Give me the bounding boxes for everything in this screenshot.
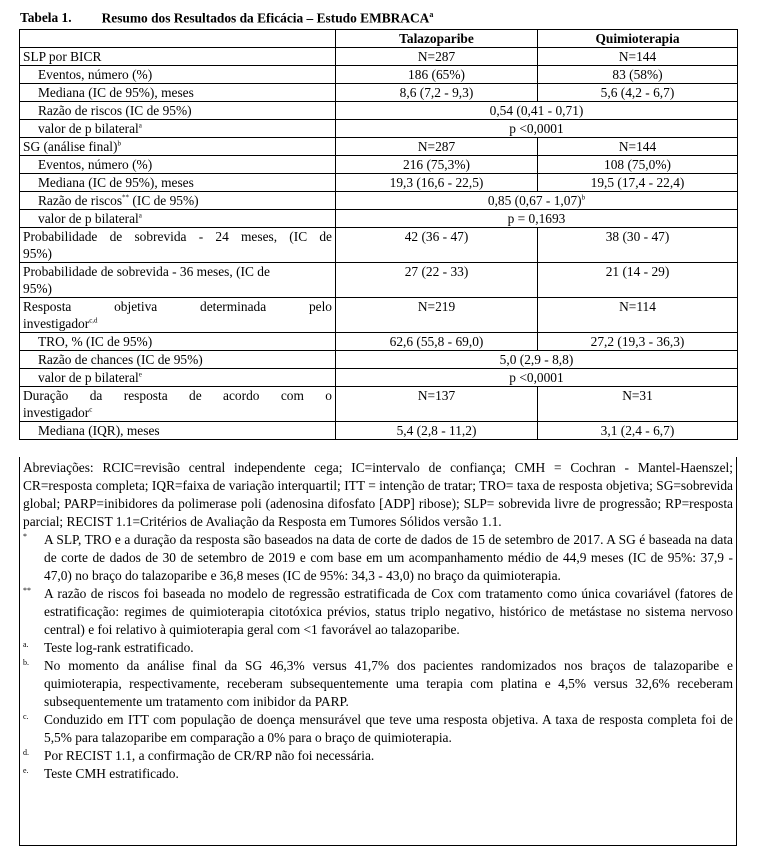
efficacy-table: [19, 29, 738, 440]
table-row-response: [20, 298, 738, 333]
cell-combined: [336, 102, 738, 120]
table-row: [20, 351, 738, 369]
row-label: [20, 138, 336, 156]
cell-quimioterapia: 3,1 (2,4 - 6,7): [538, 422, 738, 440]
row-label: [20, 192, 336, 210]
row-label-text: Mediana (IC de 95%), meses: [38, 85, 194, 100]
cell-quimioterapia: N=114: [538, 298, 738, 333]
footnote-mark: b.: [23, 658, 29, 667]
footnote-mark: a.: [23, 640, 29, 649]
row-label-tail: (IC de 95%): [129, 193, 199, 208]
cell-quimioterapia: 21 (14 - 29): [538, 263, 738, 298]
table-row: [20, 66, 738, 84]
table-row: [20, 192, 738, 210]
cell-talazoparibe: 186 (65%): [336, 66, 538, 84]
abbreviations-note: Abreviações: RCIC=revisão central independente cega; IC=intervalo de confiança; CMH = Cochran - Mantel-Haenszel; CR=resposta completa; IQR=faixa de variação interquartil; ITT = intenção de tratar; TRO= taxa de resposta objetiva; SG=sobrevida global; PARP=inibidores da polimerase poli (adenosina difosfato [ADP] ribose); SLP= sobrevida livre de progressão; RP=resposta parcial; RECIST 1.1=Critérios de Avaliação da Resposta em Tumores Sólidos versão 1.1.: [23, 460, 733, 529]
row-label-line1: Resposta objetiva determinada pelo: [23, 299, 332, 314]
cell-combined: [336, 351, 738, 369]
header-talazoparibe: Talazoparibe: [336, 30, 538, 48]
cell-combined: [336, 120, 738, 138]
footnote-mark: **: [23, 586, 31, 595]
row-label: [20, 102, 336, 120]
cell-talazoparibe: N=219: [336, 298, 538, 333]
row-label: [20, 156, 336, 174]
row-label: [20, 66, 336, 84]
table-row: [20, 102, 738, 120]
footnote-mark: c.: [23, 712, 29, 721]
cell-quimioterapia: N=144: [538, 48, 738, 66]
footnote-mark: e.: [23, 766, 29, 775]
row-label-sup: e: [138, 370, 142, 379]
cell-talazoparibe: 5,4 (2,8 - 11,2): [336, 422, 538, 440]
footnote: [20, 639, 736, 657]
row-label-text: Eventos, número (%): [38, 67, 153, 82]
row-label-sup: c,d: [89, 316, 98, 325]
row-label-text: valor de p bilateral: [38, 370, 139, 385]
cell-combined-value: p <0,0001: [509, 370, 564, 385]
footnote-text: Por RECIST 1.1, a confirmação de CR/RP não foi necessária.: [44, 748, 375, 763]
table-row: [20, 156, 738, 174]
row-label-line1: Probabilidade de sobrevida - 24 meses, (IC de: [23, 229, 332, 244]
cell-combined-value: 0,54 (0,41 - 0,71): [489, 103, 584, 118]
table-row-duration: [20, 387, 738, 422]
table-number: Tabela 1.: [20, 10, 72, 26]
table-row: [20, 48, 738, 66]
footnote: [20, 711, 736, 747]
row-label: [20, 84, 336, 102]
table-footnotes: [19, 457, 737, 846]
caption-footnote-mark: a: [429, 10, 434, 19]
table-row: [20, 210, 738, 228]
cell-combined-value: p <0,0001: [509, 121, 564, 136]
row-label-sup: a: [138, 211, 142, 220]
row-label-text: Razão de riscos (IC de 95%): [38, 103, 192, 118]
row-label: [20, 210, 336, 228]
row-label: [20, 333, 336, 351]
row-label: [20, 298, 336, 333]
table-row: [20, 120, 738, 138]
cell-talazoparibe: 27 (22 - 33): [336, 263, 538, 298]
table-row-duration-median: [20, 422, 738, 440]
row-label-sup: c: [89, 405, 93, 414]
cell-combined-value: 5,0 (2,9 - 8,8): [499, 352, 574, 367]
cell-quimioterapia: 19,5 (17,4 - 22,4): [538, 174, 738, 192]
row-label-text: Mediana (IC de 95%), meses: [38, 175, 194, 190]
cell-combined-sup: b: [581, 193, 586, 202]
row-label-line2: investigador: [23, 316, 90, 331]
row-label-text: Razão de chances (IC de 95%): [38, 352, 203, 367]
row-label: [20, 387, 336, 422]
footnote-text: No momento da análise final da SG 46,3% versus 41,7% dos pacientes randomizados nos braços de talazoparibe e quimioterapia, respectivamente, receberam subsequentemente uma terapia com platina e 4,5% versus 32,6% receberam subsequentemente um tratamento com inibidor da PARP.: [44, 658, 733, 709]
cell-talazoparibe: 8,6 (7,2 - 9,3): [336, 84, 538, 102]
row-label-line1: Probabilidade de sobrevida - 36 meses, (IC de: [23, 264, 270, 279]
cell-combined: [336, 369, 738, 387]
row-label: [20, 369, 336, 387]
header-empty: [20, 30, 336, 48]
footnote-text: A razão de riscos foi baseada no modelo de regressão estratificada de Cox com tratamento como única covariável (fatores de estratificação: regimes de quimioterapia citotóxica prévios, status triplo negativo, histórico de metástase no sistema nervoso central) e foi relativo à quimioterapia geral com <1 favorável ao talazoparibe.: [44, 586, 733, 637]
row-label-text: TRO, % (IC de 95%): [38, 334, 153, 349]
footnote-mark: *: [23, 532, 27, 541]
table-row: [20, 138, 738, 156]
row-label: [20, 48, 336, 66]
table-row: [20, 333, 738, 351]
cell-quimioterapia: N=144: [538, 138, 738, 156]
footnote: [20, 747, 736, 765]
row-label-text: SG (análise final): [23, 139, 118, 154]
table-row-prob36: [20, 263, 738, 298]
cell-combined-value: 0,85 (0,67 - 1,07): [487, 193, 582, 208]
row-label-line1: Duração da resposta de acordo com o: [23, 388, 332, 403]
table-row: [20, 84, 738, 102]
footnote-list: [20, 531, 736, 783]
row-label-text: Eventos, número (%): [38, 157, 153, 172]
header-quimioterapia: Quimioterapia: [538, 30, 738, 48]
table-row: [20, 369, 738, 387]
cell-quimioterapia: 5,6 (4,2 - 6,7): [538, 84, 738, 102]
footnote-text: Teste log-rank estratificado.: [44, 640, 194, 655]
table-header-row: [20, 30, 738, 48]
footnote: [20, 765, 736, 783]
row-label: [20, 263, 336, 298]
footnote-text: Conduzido em ITT com população de doença mensurável que teve uma resposta objetiva. A taxa de resposta completa foi de 5,5% para talazoparibe em comparação a 0% para o braço de quimioterapia.: [44, 712, 733, 745]
cell-talazoparibe: 216 (75,3%): [336, 156, 538, 174]
row-label-line2: investigador: [23, 405, 90, 420]
table-caption: [20, 10, 433, 26]
row-label-sup: **: [122, 193, 130, 202]
cell-combined: [336, 192, 738, 210]
row-label-text: valor de p bilateral: [38, 211, 139, 226]
row-label: Mediana (IQR), meses: [20, 422, 336, 440]
cell-quimioterapia: N=31: [538, 387, 738, 422]
row-label-text: valor de p bilateral: [38, 121, 139, 136]
table-row: [20, 174, 738, 192]
cell-talazoparibe: 19,3 (16,6 - 22,5): [336, 174, 538, 192]
cell-talazoparibe: 62,6 (55,8 - 69,0): [336, 333, 538, 351]
cell-talazoparibe: 42 (36 - 47): [336, 228, 538, 263]
row-label-sup: a: [138, 121, 142, 130]
row-label-text: SLP por BICR: [23, 49, 102, 64]
row-label-line2: 95%): [23, 246, 53, 261]
footnote: [20, 531, 736, 585]
cell-quimioterapia: 108 (75,0%): [538, 156, 738, 174]
row-label: [20, 174, 336, 192]
row-label: [20, 351, 336, 369]
footnote-mark: d.: [23, 748, 29, 757]
footnote: [20, 585, 736, 639]
cell-talazoparibe: N=287: [336, 138, 538, 156]
cell-talazoparibe: N=137: [336, 387, 538, 422]
footnote-text: Teste CMH estratificado.: [44, 766, 179, 781]
row-label: [20, 120, 336, 138]
cell-combined: [336, 210, 738, 228]
cell-combined-value: p = 0,1693: [507, 211, 566, 226]
cell-quimioterapia: 38 (30 - 47): [538, 228, 738, 263]
row-label-sup: b: [117, 139, 121, 148]
row-label-line2: 95%): [23, 281, 53, 296]
cell-quimioterapia: 83 (58%): [538, 66, 738, 84]
footnote-text: A SLP, TRO e a duração da resposta são baseados na data de corte de dados de 15 de setembro de 2017. A SG é baseada na data de corte de dados de 30 de setembro de 2019 e com base em um acompanhamento médio de 44,9 meses (IC de 95%: 37,9 - 47,0) no braço do talazoparibe e 36,8 meses (IC de 95%: 34,3 - 43,0) no braço da quimioterapia.: [44, 532, 733, 583]
row-label-text: Razão de riscos: [38, 193, 123, 208]
row-label: [20, 228, 336, 263]
footnote: [20, 657, 736, 711]
cell-quimioterapia: 27,2 (19,3 - 36,3): [538, 333, 738, 351]
table-title: Resumo dos Resultados da Eficácia – Estudo EMBRACA: [101, 10, 430, 26]
cell-talazoparibe: N=287: [336, 48, 538, 66]
table-row-prob24: [20, 228, 738, 263]
